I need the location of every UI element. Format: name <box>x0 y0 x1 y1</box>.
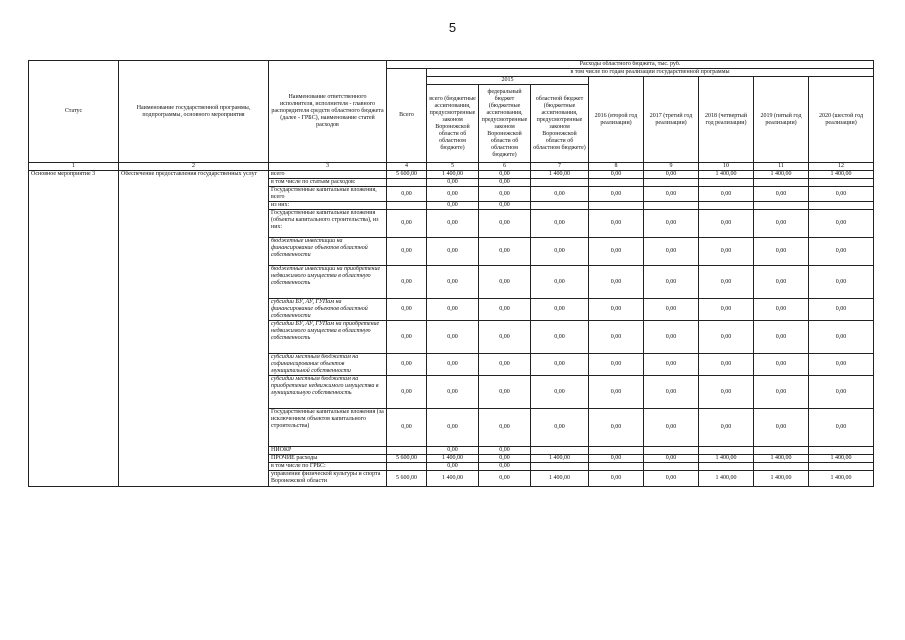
expense-item-label: субсидии БУ, АУ, ГУПам на финансирование объектов областной собственности <box>269 299 387 321</box>
header-year-2015: 2015 <box>427 77 589 85</box>
expense-item-label: субсидии местным бюджетам на софинансирование объектов муниципальной собственности <box>269 354 387 376</box>
value-cell: 0,00 <box>387 210 427 238</box>
value-cell: 0,00 <box>479 299 531 321</box>
header-program-name: Наименование государственной программы, подпрограммы, основного мероприятия <box>119 61 269 163</box>
value-cell: 0,00 <box>809 409 874 447</box>
expense-item-label: Государственные капитальные вложения (за исключением объектов капитального строительства) <box>269 409 387 447</box>
expense-item-label: бюджетные инвестиции на приобретение недвижимого имущества в областную собственность <box>269 266 387 299</box>
value-cell <box>387 463 427 471</box>
value-cell: 0,00 <box>531 266 589 299</box>
value-cell <box>644 179 699 187</box>
expense-item-label: в том числе по статьям расходов: <box>269 179 387 187</box>
value-cell: 1 400,00 <box>754 471 809 487</box>
value-cell: 0,00 <box>699 266 754 299</box>
value-cell: 0,00 <box>479 376 531 409</box>
value-cell: 0,00 <box>699 299 754 321</box>
value-cell: 0,00 <box>427 299 479 321</box>
value-cell: 0,00 <box>644 321 699 354</box>
value-cell: 0,00 <box>809 354 874 376</box>
value-cell: 1 400,00 <box>754 171 809 179</box>
column-number: 1 <box>29 163 119 171</box>
column-number: 11 <box>754 163 809 171</box>
value-cell: 0,00 <box>589 187 644 202</box>
value-cell: 0,00 <box>427 210 479 238</box>
value-cell <box>531 447 589 455</box>
value-cell <box>531 463 589 471</box>
value-cell: 0,00 <box>531 376 589 409</box>
value-cell: 1 400,00 <box>699 171 754 179</box>
value-cell: 1 400,00 <box>809 471 874 487</box>
table-row <box>29 171 874 179</box>
value-cell: 0,00 <box>809 210 874 238</box>
value-cell: 0,00 <box>427 202 479 210</box>
value-cell: 0,00 <box>531 299 589 321</box>
value-cell: 0,00 <box>427 266 479 299</box>
value-cell <box>589 447 644 455</box>
value-cell: 0,00 <box>809 299 874 321</box>
value-cell: 0,00 <box>754 376 809 409</box>
value-cell: 0,00 <box>479 321 531 354</box>
value-cell <box>754 202 809 210</box>
value-cell: 1 400,00 <box>427 471 479 487</box>
value-cell: 0,00 <box>531 321 589 354</box>
value-cell: 0,00 <box>644 455 699 463</box>
value-cell: 1 400,00 <box>531 171 589 179</box>
value-cell: 0,00 <box>644 376 699 409</box>
value-cell: 0,00 <box>809 266 874 299</box>
header-executor: Наименование ответственного исполнителя, исполнителя - главного распорядителя средств областного бюджета (далее - ГРБС), наименование статей расходов <box>269 61 387 163</box>
header-by-years: в том числе по годам реализации государственной программы <box>427 69 874 77</box>
expense-item-label: из них: <box>269 202 387 210</box>
value-cell <box>531 179 589 187</box>
value-cell: 0,00 <box>387 354 427 376</box>
value-cell: 0,00 <box>479 179 531 187</box>
expense-item-label: НИОКР <box>269 447 387 455</box>
value-cell: 0,00 <box>644 471 699 487</box>
value-cell: 0,00 <box>479 447 531 455</box>
value-cell: 1 400,00 <box>809 171 874 179</box>
value-cell: 0,00 <box>589 171 644 179</box>
column-number: 4 <box>387 163 427 171</box>
value-cell: 0,00 <box>427 447 479 455</box>
column-number: 7 <box>531 163 589 171</box>
value-cell: 0,00 <box>589 238 644 266</box>
value-cell: 0,00 <box>644 187 699 202</box>
main-name-cell: Обеспечение предоставления государственных услуг <box>119 171 269 487</box>
main-status-cell: Основное мероприятие 3 <box>29 171 119 487</box>
value-cell: 0,00 <box>427 409 479 447</box>
value-cell <box>589 179 644 187</box>
header-2016: 2016 (второй год реализации) <box>589 77 644 163</box>
value-cell: 0,00 <box>387 409 427 447</box>
value-cell <box>754 463 809 471</box>
value-cell: 0,00 <box>754 238 809 266</box>
value-cell: 0,00 <box>644 299 699 321</box>
column-number: 5 <box>427 163 479 171</box>
value-cell: 0,00 <box>644 266 699 299</box>
value-cell <box>387 447 427 455</box>
column-number: 3 <box>269 163 387 171</box>
value-cell: 0,00 <box>589 455 644 463</box>
value-cell: 0,00 <box>531 238 589 266</box>
value-cell <box>644 463 699 471</box>
value-cell: 0,00 <box>754 299 809 321</box>
value-cell: 0,00 <box>427 238 479 266</box>
value-cell: 0,00 <box>479 210 531 238</box>
column-numbers-row <box>29 163 874 171</box>
value-cell: 0,00 <box>479 266 531 299</box>
header-status: Статус <box>29 61 119 163</box>
value-cell: 5 600,00 <box>387 471 427 487</box>
expense-item-label: субсидии БУ, АУ, ГУПам на приобретение недвижимого имущества в областную собственность <box>269 321 387 354</box>
value-cell: 0,00 <box>754 409 809 447</box>
value-cell <box>644 447 699 455</box>
value-cell: 0,00 <box>589 409 644 447</box>
value-cell: 0,00 <box>427 321 479 354</box>
value-cell <box>754 447 809 455</box>
value-cell: 0,00 <box>754 210 809 238</box>
value-cell: 0,00 <box>427 376 479 409</box>
value-cell: 0,00 <box>531 210 589 238</box>
value-cell: 0,00 <box>809 238 874 266</box>
value-cell: 0,00 <box>644 171 699 179</box>
value-cell: 0,00 <box>479 354 531 376</box>
expense-item-label: всего <box>269 171 387 179</box>
value-cell: 0,00 <box>387 238 427 266</box>
column-number: 8 <box>589 163 644 171</box>
value-cell: 0,00 <box>589 471 644 487</box>
expense-item-label: в том числе по ГРБС: <box>269 463 387 471</box>
value-cell <box>809 447 874 455</box>
value-cell: 0,00 <box>387 321 427 354</box>
value-cell: 0,00 <box>699 376 754 409</box>
value-cell: 0,00 <box>479 409 531 447</box>
value-cell: 1 400,00 <box>699 471 754 487</box>
value-cell <box>809 202 874 210</box>
value-cell: 0,00 <box>427 179 479 187</box>
value-cell <box>699 447 754 455</box>
value-cell: 0,00 <box>479 455 531 463</box>
value-cell: 0,00 <box>479 471 531 487</box>
value-cell: 0,00 <box>699 210 754 238</box>
page-number: 5 <box>448 20 457 35</box>
header-2015-federal: федеральный бюджет (бюджетные ассигнования, предусмотренные законом Воронежской области об областном бюджете) <box>479 85 531 163</box>
value-cell: 0,00 <box>754 321 809 354</box>
value-cell: 0,00 <box>479 202 531 210</box>
expense-item-label: Государственные капитальные вложения (объекты капитального строительства), из них: <box>269 210 387 238</box>
value-cell: 0,00 <box>589 299 644 321</box>
value-cell: 0,00 <box>754 187 809 202</box>
value-cell: 0,00 <box>387 376 427 409</box>
value-cell: 1 400,00 <box>699 455 754 463</box>
table-header <box>29 61 874 171</box>
value-cell <box>699 179 754 187</box>
value-cell: 0,00 <box>531 187 589 202</box>
value-cell: 1 400,00 <box>427 455 479 463</box>
value-cell: 0,00 <box>699 321 754 354</box>
value-cell: 5 600,00 <box>387 171 427 179</box>
value-cell: 0,00 <box>387 266 427 299</box>
expense-item-label: ПРОЧИЕ расходы <box>269 455 387 463</box>
value-cell: 0,00 <box>644 238 699 266</box>
expense-item-label: бюджетные инвестиции на финансирование объектов областной собственности <box>269 238 387 266</box>
value-cell <box>699 463 754 471</box>
header-2017: 2017 (третий год реализации) <box>644 77 699 163</box>
value-cell: 0,00 <box>699 187 754 202</box>
value-cell: 0,00 <box>479 171 531 179</box>
value-cell: 0,00 <box>427 187 479 202</box>
value-cell: 5 600,00 <box>387 455 427 463</box>
column-number: 12 <box>809 163 874 171</box>
value-cell: 1 400,00 <box>531 455 589 463</box>
value-cell <box>387 202 427 210</box>
value-cell <box>644 202 699 210</box>
value-cell: 0,00 <box>589 354 644 376</box>
value-cell <box>809 463 874 471</box>
value-cell: 0,00 <box>809 187 874 202</box>
value-cell: 0,00 <box>699 409 754 447</box>
header-2018: 2018 (четвертый год реализации) <box>699 77 754 163</box>
value-cell <box>589 463 644 471</box>
table-body <box>29 171 874 487</box>
value-cell: 1 400,00 <box>754 455 809 463</box>
header-2020: 2020 (шестой год реализации) <box>809 77 874 163</box>
value-cell: 0,00 <box>644 354 699 376</box>
value-cell <box>387 179 427 187</box>
value-cell: 0,00 <box>589 376 644 409</box>
value-cell <box>754 179 809 187</box>
value-cell: 0,00 <box>809 321 874 354</box>
column-number: 6 <box>479 163 531 171</box>
value-cell <box>809 179 874 187</box>
budget-table <box>28 60 874 487</box>
value-cell: 0,00 <box>479 463 531 471</box>
value-cell: 0,00 <box>479 238 531 266</box>
value-cell: 1 400,00 <box>531 471 589 487</box>
value-cell: 0,00 <box>427 354 479 376</box>
value-cell: 0,00 <box>699 354 754 376</box>
value-cell: 0,00 <box>387 187 427 202</box>
value-cell: 0,00 <box>644 210 699 238</box>
column-number: 2 <box>119 163 269 171</box>
value-cell: 0,00 <box>699 238 754 266</box>
expense-item-label: субсидии местным бюджетам на приобретение недвижимого имущества в муниципальную собственность <box>269 376 387 409</box>
header-2015-all: всего (бюджетные ассигнования, предусмотренные законом Воронежской области об областном бюджете) <box>427 85 479 163</box>
header-2015-regional: областной бюджет (бюджетные ассигнования, предусмотренные законом Воронежской области об областном бюджете) <box>531 85 589 163</box>
value-cell: 0,00 <box>479 187 531 202</box>
value-cell: 0,00 <box>531 409 589 447</box>
value-cell: 0,00 <box>589 266 644 299</box>
value-cell <box>699 202 754 210</box>
value-cell: 1 400,00 <box>809 455 874 463</box>
expense-item-label: Государственные капитальные вложения, всего <box>269 187 387 202</box>
column-number: 10 <box>699 163 754 171</box>
value-cell: 0,00 <box>809 376 874 409</box>
value-cell: 0,00 <box>531 354 589 376</box>
value-cell: 0,00 <box>754 266 809 299</box>
column-number: 9 <box>644 163 699 171</box>
value-cell: 0,00 <box>754 354 809 376</box>
value-cell: 0,00 <box>589 321 644 354</box>
header-2019: 2019 (пятый год реализации) <box>754 77 809 163</box>
header-expenses: Расходы областного бюджета, тыс. руб. <box>387 61 874 69</box>
value-cell: 0,00 <box>644 409 699 447</box>
value-cell: 0,00 <box>387 299 427 321</box>
value-cell: 1 400,00 <box>427 171 479 179</box>
expense-item-label: управление физической культуры и спорта Воронежской области <box>269 471 387 487</box>
value-cell <box>589 202 644 210</box>
value-cell: 0,00 <box>589 210 644 238</box>
value-cell: 0,00 <box>427 463 479 471</box>
header-total: Всего <box>387 69 427 163</box>
value-cell <box>531 202 589 210</box>
